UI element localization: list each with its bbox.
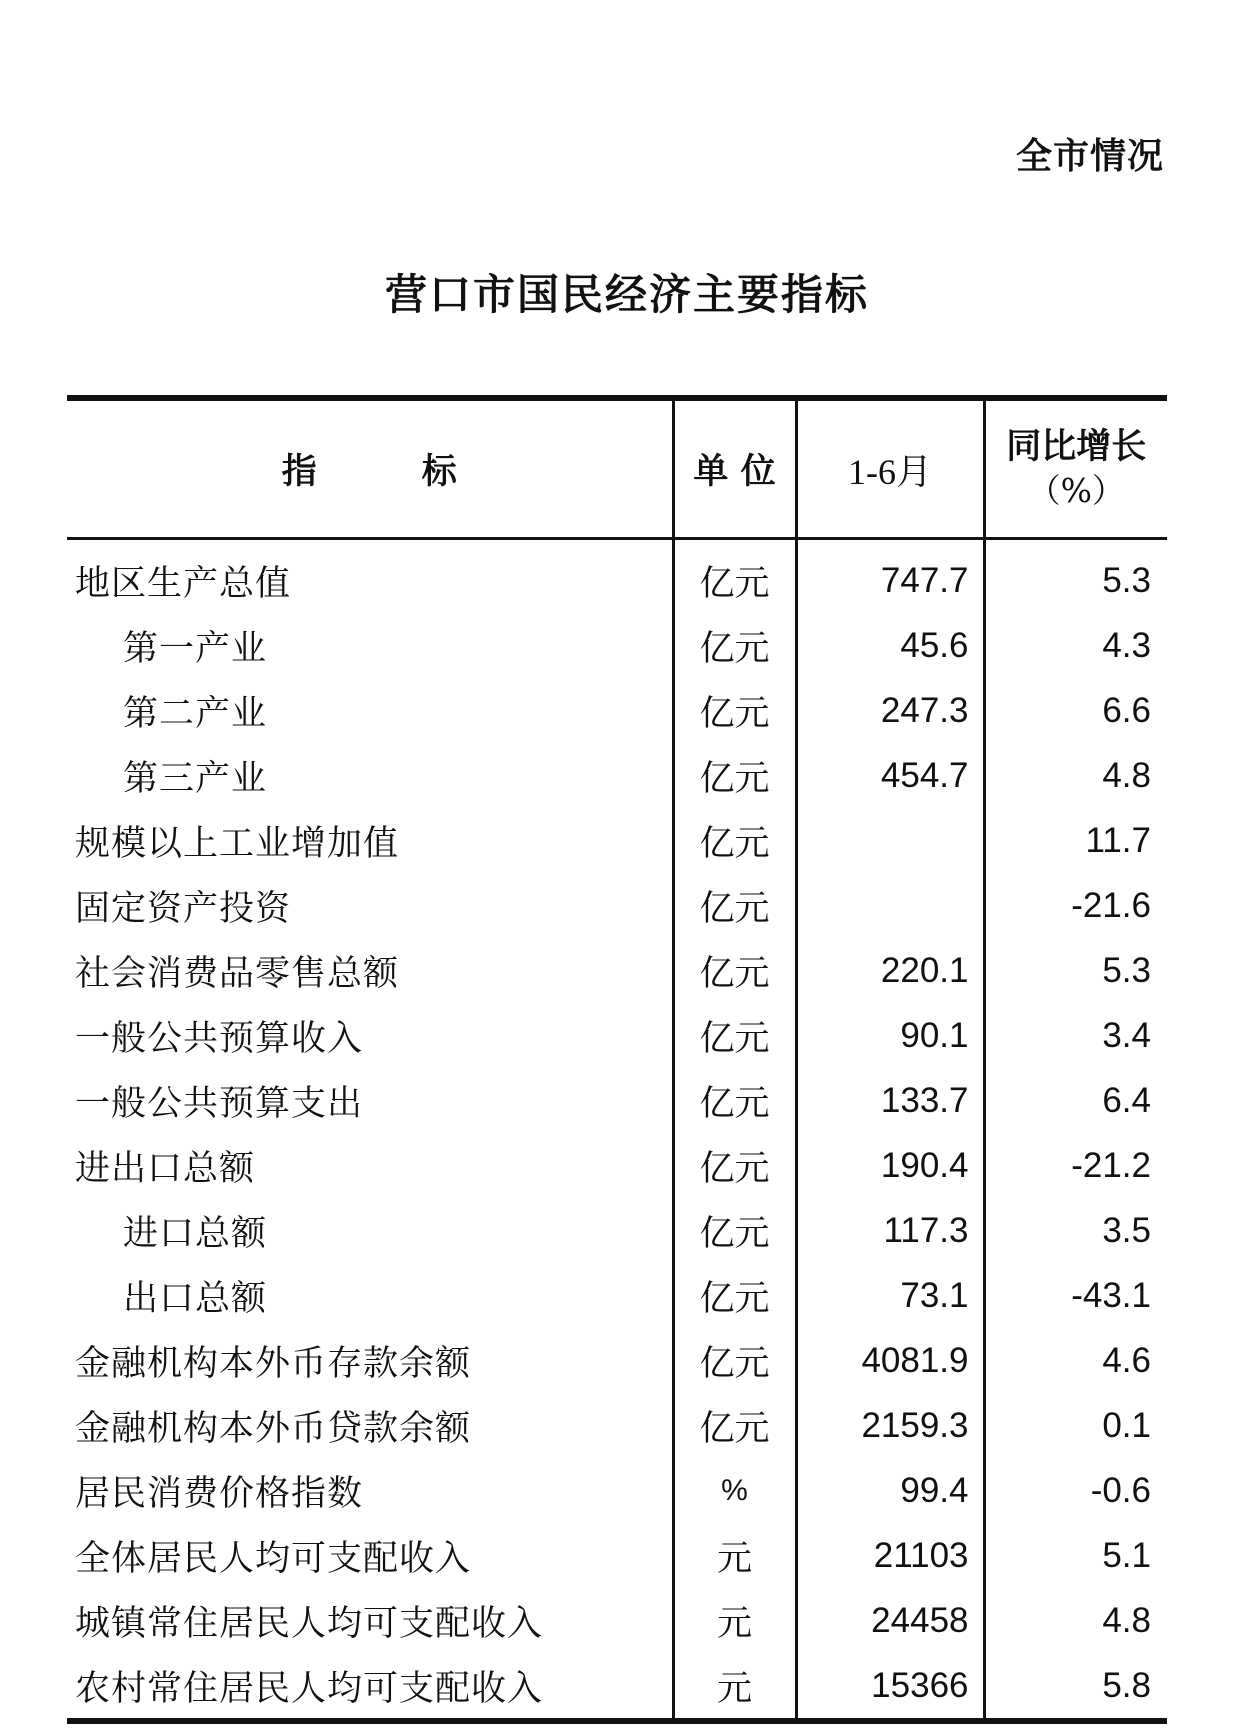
indicator-value: 747.7 [796,539,984,614]
indicator-name: 固定资产投资 [67,873,673,938]
table-body [67,539,1167,1722]
indicator-unit: 亿元 [673,678,796,743]
header-period: 1-6月 [796,398,984,539]
indicator-growth: 6.6 [1102,690,1151,730]
indicator-name: 农村常住居民人均可支配收入 [67,1653,673,1721]
indicator-name: 进出口总额 [67,1133,673,1198]
table-row [67,1458,1167,1523]
indicator-name: 居民消费价格指数 [67,1458,673,1523]
table-row [67,539,1167,614]
indicator-value: 90.1 [796,1003,984,1068]
indicator-name: 一般公共预算收入 [67,1003,673,1068]
indicator-growth: -21.2 [1071,1145,1151,1185]
table-row [67,1003,1167,1068]
indicator-growth: 3.5 [1102,1210,1151,1250]
table-row [67,808,1167,873]
table-row [67,1133,1167,1198]
indicator-name: 第二产业 [67,678,673,743]
indicator-unit: 亿元 [673,873,796,938]
table-row [67,1263,1167,1328]
indicator-value [796,808,984,873]
indicator-value: 45.6 [796,613,984,678]
table-row [67,678,1167,743]
indicator-value: 220.1 [796,938,984,1003]
indicator-unit: 亿元 [673,1003,796,1068]
indicator-value: 247.3 [796,678,984,743]
indicator-growth: 5.3 [1102,560,1151,600]
table-row [67,743,1167,808]
header-unit: 单 位 [673,398,796,539]
indicator-value: 117.3 [796,1198,984,1263]
indicator-unit: 亿元 [673,743,796,808]
indicator-unit: 亿元 [673,808,796,873]
indicator-unit: 亿元 [673,1068,796,1133]
indicator-growth: 3.4 [1102,1015,1151,1055]
indicator-name: 金融机构本外币贷款余额 [67,1393,673,1458]
indicator-name: 社会消费品零售总额 [67,938,673,1003]
table-row [67,1198,1167,1263]
section-label: 全市情况 [1015,135,1164,177]
header-growth-unit: （%） [1027,471,1125,510]
indicator-growth: 5.8 [1102,1665,1151,1705]
indicator-unit: 元 [673,1523,796,1588]
indicator-unit: % [673,1458,796,1523]
table-row [67,873,1167,938]
indicator-value: 21103 [796,1523,984,1588]
indicator-unit: 亿元 [673,1198,796,1263]
indicator-name: 第三产业 [67,743,673,808]
indicator-name: 城镇常住居民人均可支配收入 [67,1588,673,1653]
indicator-value: 2159.3 [796,1393,984,1458]
table-row [67,1653,1167,1721]
table-row [67,1328,1167,1393]
indicator-name: 一般公共预算支出 [67,1068,673,1133]
indicator-unit: 元 [673,1588,796,1653]
indicator-name: 进口总额 [67,1198,673,1263]
indicator-unit: 亿元 [673,1328,796,1393]
indicator-growth: -0.6 [1090,1470,1151,1510]
table-row [67,938,1167,1003]
table-header-row [67,398,1167,539]
indicator-unit: 亿元 [673,938,796,1003]
indicator-growth: 4.8 [1102,1600,1151,1640]
indicator-growth: -21.6 [1071,885,1151,925]
indicator-value: 24458 [796,1588,984,1653]
indicator-unit: 亿元 [673,613,796,678]
indicator-name: 金融机构本外币存款余额 [67,1328,673,1393]
indicator-value: 454.7 [796,743,984,808]
header-indicator: 指 标 [67,398,673,539]
header-growth [984,398,1167,539]
indicator-growth: 4.6 [1102,1340,1151,1380]
indicator-growth: 5.1 [1102,1535,1151,1575]
indicator-unit: 亿元 [673,1263,796,1328]
table-row [67,1068,1167,1133]
indicator-value: 99.4 [796,1458,984,1523]
table-row [67,1393,1167,1458]
indicator-value: 4081.9 [796,1328,984,1393]
indicator-name: 地区生产总值 [67,539,673,614]
indicator-value: 190.4 [796,1133,984,1198]
indicator-name: 出口总额 [67,1263,673,1328]
indicator-value: 133.7 [796,1068,984,1133]
indicator-value: 15366 [796,1653,984,1721]
indicator-unit: 元 [673,1653,796,1721]
indicator-growth: -43.1 [1071,1275,1151,1315]
indicator-growth: 11.7 [1085,820,1151,860]
indicator-unit: 亿元 [673,1393,796,1458]
table-row [67,613,1167,678]
table-row [67,1588,1167,1653]
indicator-name: 规模以上工业增加值 [67,808,673,873]
header-growth-label: 同比增长 [1006,426,1147,467]
indicator-growth: 4.3 [1102,625,1151,665]
indicator-unit: 亿元 [673,539,796,614]
indicator-growth: 4.8 [1102,755,1151,795]
indicator-unit: 亿元 [673,1133,796,1198]
indicator-name: 第一产业 [67,613,673,678]
indicator-growth: 5.3 [1102,950,1151,990]
indicator-growth: 0.1 [1102,1405,1151,1445]
indicator-name: 全体居民人均可支配收入 [67,1523,673,1588]
indicator-value: 73.1 [796,1263,984,1328]
page-title: 营口市国民经济主要指标 [384,270,869,319]
indicator-growth: 6.4 [1102,1080,1151,1120]
indicators-table [67,395,1167,1724]
indicator-value [796,873,984,938]
table-row [67,1523,1167,1588]
